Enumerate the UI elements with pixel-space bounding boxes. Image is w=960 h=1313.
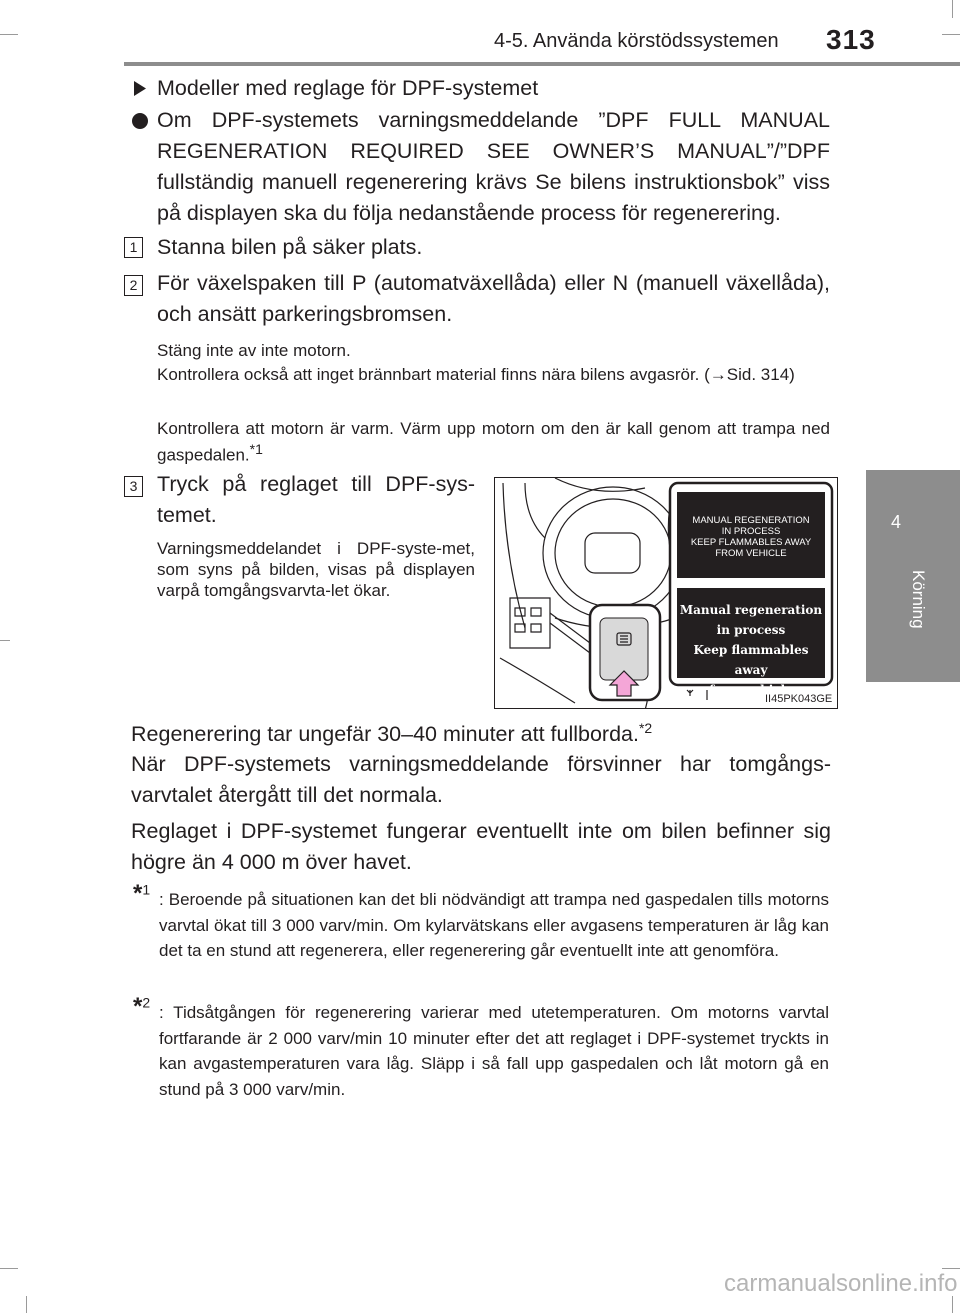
footnote-number: 1 [142, 881, 151, 898]
watermark: carmanualsonline.info [724, 1270, 958, 1297]
bullet-icon [132, 113, 148, 129]
display-message-small [677, 515, 825, 559]
triangle-icon [134, 81, 146, 101]
step-note: Varningsmeddelandet i DPF-syste-met, som syns på bilden, visas på displayen varpå tomgångsvarvta-let ökar. [157, 539, 475, 600]
display-line: IN PROCESS [721, 526, 781, 537]
regen-time-text: Regenerering tar ungefär 30–40 minuter att fullborda. [131, 722, 639, 747]
step-note [157, 418, 830, 466]
figure-code: II45PK043GE [765, 693, 833, 705]
display-line: in process [716, 623, 786, 637]
crop-mark [942, 1268, 960, 1269]
crop-mark [952, 0, 953, 18]
step-note-text: Kontrollera att motorn är varm. Värm upp motorn om den är kall genom att trampa ned gaspedalen. [157, 419, 830, 465]
step-text: För växelspaken till P (automatväxellåda) eller N (manuell växellåda), och ansätt parkeringsbromsen. [157, 271, 830, 326]
footnote-body: : Tidsåtgången för regenerering varierar med utetemperaturen. Om motorns varvtal fortfarande är 2 000 varv/min 10 minuter efter det att reglaget i DPF-systemet tryckts in kan avgastemperaturen vara låg. Släpp i så fall upp gaspedalen och låt motorn gå en stund på 3 000 varv/min. [159, 1003, 829, 1099]
crop-mark [0, 1268, 18, 1269]
section-title: 4-5. Använda körstödssystemen [494, 30, 779, 52]
crop-mark [942, 34, 960, 35]
header-rule [124, 62, 960, 66]
footnote-asterisk: * [133, 880, 143, 907]
regen-time-paragraph [131, 713, 831, 750]
display-line: FROM VEHICLE [715, 548, 787, 559]
footnote-marker [133, 880, 150, 908]
models-line: Modeller med reglage för DPF-systemet [157, 76, 539, 100]
footnote-ref: *2 [638, 720, 653, 736]
footnote-text [159, 887, 829, 964]
crop-mark [26, 1296, 27, 1313]
footnote-text [159, 1000, 829, 1102]
footnote-body: : Beroende på situationen kan det bli nödvändigt att trampa ned gaspedalen tills motorns varvtal ökat till 3 000 varv/min. Om kylarvätskans eller avgasens temperaturen är låg kan det ta en stund att regenerera, eller regenerering går eventuellt inte att genomföra. [159, 890, 829, 960]
step-text: Stanna bilen på säker plats. [157, 235, 423, 259]
step-note: Stäng inte av inte motorn. [157, 341, 351, 360]
step-number-box: 3 [124, 476, 143, 497]
step-number-box: 2 [124, 275, 143, 296]
warning-paragraph: När DPF-systemets varningsmeddelande försvinner har tomgångs-varvtalet återgått till det normala. [131, 752, 831, 807]
display-line: Manual regeneration [679, 603, 823, 617]
altitude-paragraph: Reglaget i DPF-systemet fungerar eventuellt inte om bilen befinner sig högre än 4 000 m över havet. [131, 819, 831, 874]
display-line: KEEP FLAMMABLES AWAY [690, 537, 812, 548]
crop-mark [952, 1296, 953, 1313]
step-text: Tryck på reglaget till DPF-sys-temet. [157, 472, 475, 527]
display-line: Keep flammables away [693, 643, 809, 677]
display-message-large [677, 600, 825, 700]
footnote-asterisk: * [133, 993, 143, 1020]
display-line: from vehicle [709, 683, 793, 697]
footnote-number: 2 [142, 994, 151, 1011]
dashboard-illustration [494, 477, 838, 709]
crop-mark [0, 640, 10, 641]
chapter-number: 4 [890, 512, 901, 532]
step-note: Kontrollera också att inget brännbart material finns nära bilens avgasrör. (→Sid. 314) [157, 365, 795, 384]
bullet-paragraph: Om DPF-systemets varningsmeddelande ”DPF FULL MANUAL REGENERATION REQUIRED SEE OWNER’S MANUAL”/”DPF fullständig manuell regenerering krävs Se bilens instruktionsbok” viss på displayen ska du följa nedanstående process för regenerering. [157, 108, 830, 225]
page-number: 313 [826, 24, 876, 55]
display-line: MANUAL REGENERATION [692, 515, 810, 526]
step-number-box: 1 [124, 237, 143, 258]
crop-mark [0, 34, 18, 35]
chapter-label: Körning [909, 570, 928, 629]
footnote-ref: *1 [249, 441, 263, 457]
footnote-marker [133, 993, 150, 1021]
